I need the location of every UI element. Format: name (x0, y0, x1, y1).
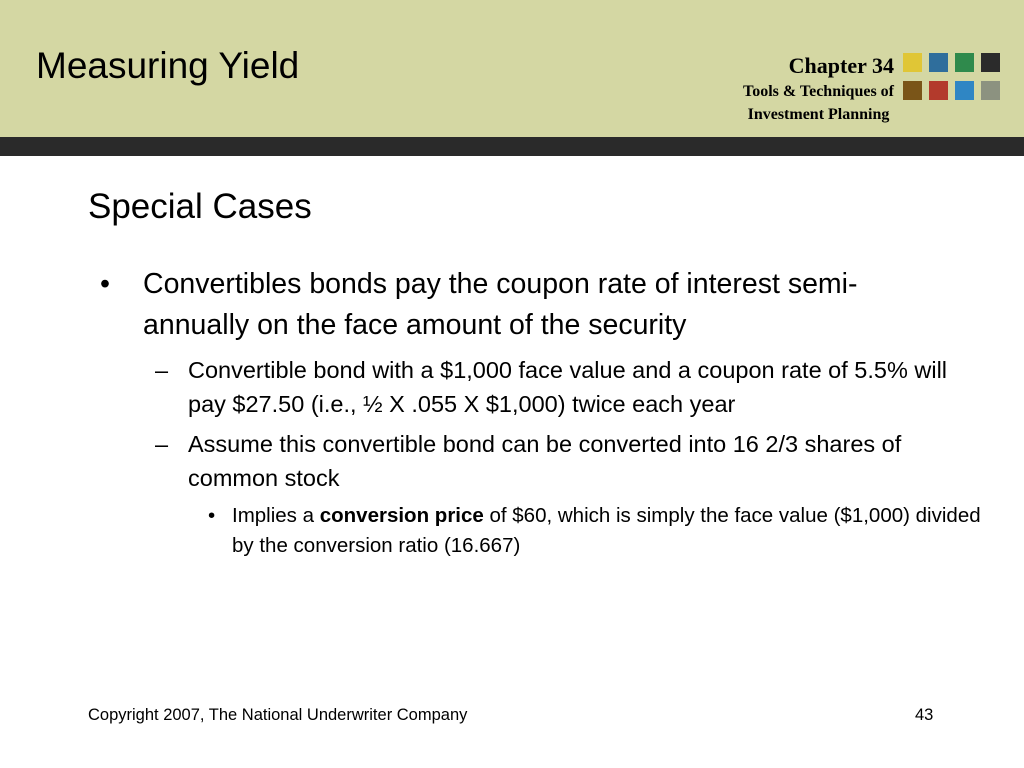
sub-bullet-text: Convertible bond with a $1,000 face value and a coupon rate of 5.5% will pay $27.50 (i.e., ½ X .055 X $1,000) twice each year (188, 357, 948, 417)
sub-sub-bullet-text-start: Implies a (232, 504, 320, 527)
conversion-price-term: conversion price (319, 504, 484, 527)
logo-square (955, 81, 974, 100)
bullet-text: Convertibles bonds pay the coupon rate of interest semi-annually on the face amount of the security (143, 268, 858, 341)
header-divider-bar (0, 137, 1024, 156)
slide-title: Measuring Yield (36, 45, 300, 86)
logo-square (981, 53, 1000, 72)
bullet-item (100, 264, 933, 346)
chapter-number: Chapter 34 (788, 53, 894, 78)
logo-square (903, 81, 922, 100)
slide-content (100, 264, 1000, 561)
color-squares-logo (903, 53, 1000, 100)
sub-bullet-text: Assume this convertible bond can be converted into 16 2/3 shares of common stock (188, 431, 902, 491)
chapter-subtitle-line1: Tools & Techniques of (742, 83, 894, 100)
chapter-label (743, 52, 894, 126)
sub-sub-bullet-item (100, 501, 992, 561)
bullet-icon: • (100, 268, 110, 300)
logo-square (903, 53, 922, 72)
logo-square (955, 53, 974, 72)
logo-square (929, 53, 948, 72)
page-number: 43 (915, 706, 934, 724)
chapter-subtitle-line2: Investment Planning (747, 106, 890, 123)
logo-square (981, 81, 1000, 100)
section-title: Special Cases (88, 187, 312, 226)
dash-icon: – (155, 357, 169, 383)
dash-icon: – (155, 431, 169, 457)
small-bullet-icon: • (208, 504, 216, 527)
sub-bullet-item (100, 353, 958, 421)
logo-square (929, 81, 948, 100)
footer-copyright: Copyright 2007, The National Underwriter Company (88, 706, 468, 724)
sub-bullet-item (100, 427, 958, 495)
sub-sub-bullet-text-end: of $60, which is simply the face value ($1,000) divided by the conversion ratio (16.667) (232, 504, 981, 557)
